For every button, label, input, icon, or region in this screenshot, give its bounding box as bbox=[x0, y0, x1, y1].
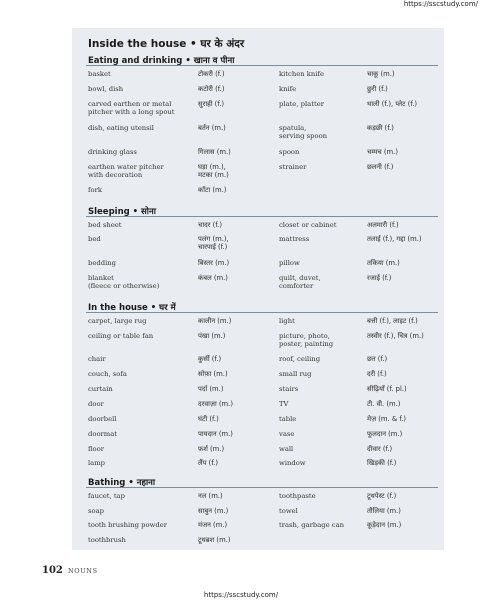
hindi-term: बर्तन (m.) bbox=[198, 124, 226, 132]
hindi-term: दरी (f.) bbox=[367, 370, 387, 378]
source-url-bottom[interactable]: https://sscstudy.com/ bbox=[203, 591, 279, 599]
english-term: light bbox=[279, 317, 295, 325]
hindi-term: तस्वीर (f.), चित्र (m.) bbox=[367, 332, 424, 340]
hindi-term: घंटी (f.) bbox=[198, 415, 219, 423]
hindi-term: पर्दा (m.) bbox=[198, 385, 224, 393]
english-term: faucet, tap bbox=[88, 492, 125, 500]
english-term: door bbox=[88, 400, 104, 408]
english-term: mattress bbox=[279, 235, 310, 243]
english-term: towel bbox=[279, 507, 298, 515]
hindi-term: तौलिया (m.) bbox=[367, 507, 401, 515]
hindi-term: टूथपेस्ट (f.) bbox=[367, 492, 397, 500]
english-term: spatula, serving spoon bbox=[279, 124, 328, 140]
hindi-term: घड़ा (m.), मटका (m.) bbox=[198, 163, 229, 179]
english-term: doorbell bbox=[88, 415, 117, 423]
english-term: picture, photo, poster, painting bbox=[279, 332, 334, 348]
english-term: pillow bbox=[279, 259, 300, 267]
hindi-term: छलनी (f.) bbox=[367, 163, 394, 171]
english-term: trash, garbage can bbox=[279, 521, 345, 529]
hindi-term: लैंप (f.) bbox=[198, 459, 218, 467]
english-term: small rug bbox=[279, 370, 312, 378]
english-term: table bbox=[279, 415, 297, 423]
hindi-term: साबुन (m.) bbox=[198, 507, 229, 515]
english-term: bed bbox=[88, 235, 101, 243]
hindi-term: पायदान (m.) bbox=[198, 430, 233, 438]
english-term: carved earthen or metal pitcher with a long spout bbox=[88, 100, 175, 116]
hindi-term: कूड़ेदान (m.) bbox=[367, 521, 402, 529]
page-title: Inside the house • घर के अंदर bbox=[88, 38, 245, 50]
english-term: bedding bbox=[88, 259, 116, 267]
english-term: floor bbox=[88, 445, 104, 453]
hindi-term: कंबल (m.) bbox=[198, 274, 228, 282]
english-term: tooth brushing powder bbox=[88, 521, 167, 529]
english-term: bed sheet bbox=[88, 221, 122, 229]
footer-label: NOUNS bbox=[68, 567, 98, 575]
hindi-term: कड़छी (f.) bbox=[367, 124, 394, 132]
hindi-term: सोफ़ा (m.) bbox=[198, 370, 228, 378]
section-heading: Sleeping • सोना bbox=[88, 207, 156, 217]
hindi-term: गिलास (m.) bbox=[198, 148, 231, 156]
page-number: 102 bbox=[42, 565, 63, 576]
hindi-term: पलंग (m.), चारपाई (f.) bbox=[198, 235, 229, 251]
english-term: blanket (fleece or otherwise) bbox=[88, 274, 160, 290]
english-term: soap bbox=[88, 507, 104, 515]
section-heading: Bathing • नहाना bbox=[88, 478, 156, 488]
hindi-term: तकिया (m.) bbox=[367, 259, 400, 267]
hindi-term: मंजन (m.) bbox=[198, 521, 228, 529]
hindi-term: अलमारी (f.) bbox=[367, 221, 399, 229]
english-term: ceiling or table fan bbox=[88, 332, 154, 340]
hindi-term: मेज़ (m. & f.) bbox=[367, 415, 407, 423]
english-term: wall bbox=[279, 445, 294, 453]
english-term: drinking glass bbox=[88, 148, 137, 156]
english-term: closet or cabinet bbox=[279, 221, 337, 229]
english-term: earthen water pitcher with decoration bbox=[88, 163, 164, 179]
hindi-term: फ़र्श (m.) bbox=[198, 445, 225, 453]
english-term: toothpaste bbox=[279, 492, 316, 500]
hindi-term: छत (f.) bbox=[367, 355, 388, 363]
hindi-term: कटोरी (f.) bbox=[198, 85, 225, 93]
hindi-term: कुर्सी (f.) bbox=[198, 355, 222, 363]
hindi-term: टी. वी. (m.) bbox=[367, 400, 401, 408]
hindi-term: सीढ़ियाँ (f. pl.) bbox=[367, 385, 407, 393]
section-heading: In the house • घर में bbox=[88, 303, 176, 313]
english-term: quilt, duvet, comforter bbox=[279, 274, 321, 290]
hindi-term: दीवार (f.) bbox=[367, 445, 393, 453]
english-term: TV bbox=[279, 400, 289, 408]
english-term: window bbox=[279, 459, 306, 467]
english-term: stairs bbox=[279, 385, 299, 393]
hindi-term: तलाई (f.), गद्दा (m.) bbox=[367, 235, 422, 243]
hindi-term: चम्मच (m.) bbox=[367, 148, 398, 156]
hindi-term: फूलदान (m.) bbox=[367, 430, 403, 438]
english-term: vase bbox=[279, 430, 295, 438]
hindi-term: छुरी (f.) bbox=[367, 85, 388, 93]
source-url-top[interactable]: https://sscstudy.com/ bbox=[403, 0, 478, 8]
english-term: toothbrush bbox=[88, 536, 126, 544]
hindi-term: सुराही (f.) bbox=[198, 100, 225, 108]
english-term: plate, platter bbox=[279, 100, 324, 108]
section-divider bbox=[86, 312, 438, 313]
english-term: carpet, large rug bbox=[88, 317, 147, 325]
english-term: spoon bbox=[279, 148, 300, 156]
hindi-term: कालीन (m.) bbox=[198, 317, 232, 325]
english-term: couch, sofa bbox=[88, 370, 127, 378]
english-term: roof, ceiling bbox=[279, 355, 321, 363]
hindi-term: खिड़की (f.) bbox=[367, 459, 397, 467]
english-term: dish, eating utensil bbox=[88, 124, 154, 132]
english-term: lamp bbox=[88, 459, 106, 467]
hindi-term: टोकरी (f.) bbox=[198, 70, 225, 78]
english-term: strainer bbox=[279, 163, 307, 171]
section-divider bbox=[86, 65, 438, 66]
section-divider bbox=[86, 487, 438, 488]
english-term: fork bbox=[88, 186, 102, 194]
english-term: curtain bbox=[88, 385, 113, 393]
english-term: doormat bbox=[88, 430, 118, 438]
hindi-term: थाली (f.), प्लेट (f.) bbox=[367, 100, 418, 108]
english-term: basket bbox=[88, 70, 111, 78]
hindi-term: टूथब्रश (m.) bbox=[198, 536, 231, 544]
english-term: bowl, dish bbox=[88, 85, 124, 93]
hindi-term: पंखा (m.) bbox=[198, 332, 226, 340]
english-term: knife bbox=[279, 85, 297, 93]
hindi-term: बिस्तर (m.) bbox=[198, 259, 230, 267]
section-divider bbox=[86, 216, 438, 217]
english-term: chair bbox=[88, 355, 106, 363]
english-term: kitchen knife bbox=[279, 70, 324, 78]
section-heading: Eating and drinking • खाना व पीना bbox=[88, 56, 235, 66]
hindi-term: काँटा (m.) bbox=[198, 186, 227, 194]
hindi-term: चादर (f.) bbox=[198, 221, 222, 229]
hindi-term: नल (m.) bbox=[198, 492, 223, 500]
hindi-term: बत्ती (f.), लाइट (f.) bbox=[367, 317, 418, 325]
hindi-term: चाकू (m.) bbox=[367, 70, 395, 78]
hindi-term: दरवाज़ा (m.) bbox=[198, 400, 233, 408]
hindi-term: रजाई (f.) bbox=[367, 274, 392, 282]
